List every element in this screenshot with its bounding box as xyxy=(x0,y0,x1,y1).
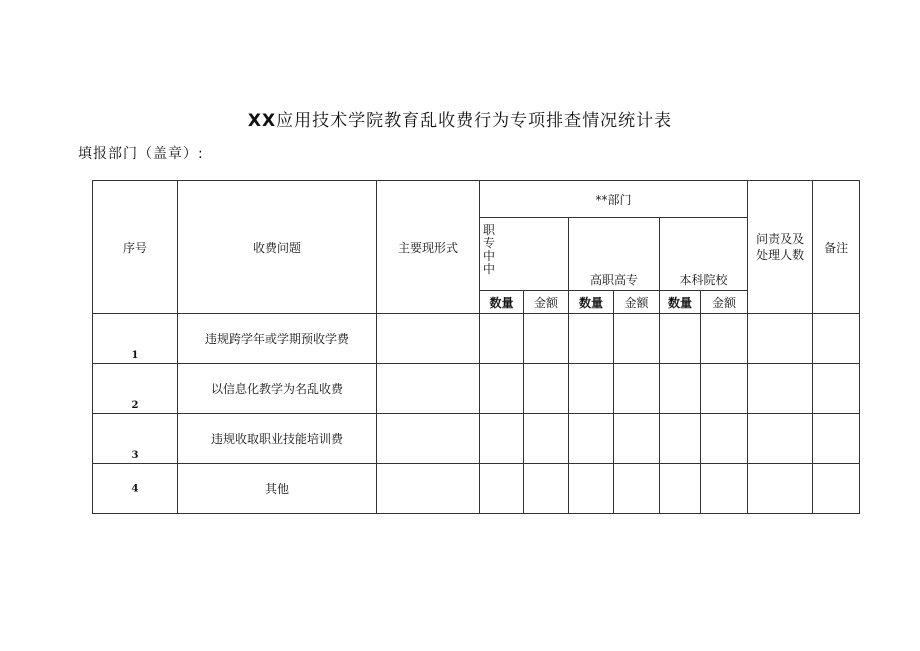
header-accountability xyxy=(748,181,813,314)
row-number: 1 xyxy=(131,350,139,361)
cell-amount xyxy=(614,414,660,464)
cell-remarks xyxy=(813,314,860,364)
cell-amount xyxy=(524,364,569,414)
header-qty-2: 数量 xyxy=(569,291,614,314)
row-issue: 以信息化教学为名乱收费 xyxy=(178,364,377,414)
row-issue: 违规收取职业技能培训费 xyxy=(178,414,377,464)
row-number-cell xyxy=(93,414,178,464)
cell-qty xyxy=(660,464,701,514)
header-form: 主要现形式 xyxy=(377,181,480,314)
row-number: 2 xyxy=(131,400,139,411)
cell-qty xyxy=(480,464,524,514)
table-row xyxy=(93,364,860,414)
row-number-cell xyxy=(93,314,178,364)
cell-amount xyxy=(524,464,569,514)
cell-amount xyxy=(701,414,748,464)
cell-qty xyxy=(569,464,614,514)
cell-remarks xyxy=(813,364,860,414)
cell-qty xyxy=(660,364,701,414)
header-amount-2: 金额 xyxy=(614,291,660,314)
title-text: 应用技术学院教育乱收费行为专项排查情况统计表 xyxy=(276,111,673,131)
header-amount-3: 金额 xyxy=(701,291,748,314)
cell-remarks xyxy=(813,414,860,464)
header-amount-1: 金额 xyxy=(524,291,569,314)
cell-qty xyxy=(569,364,614,414)
header-issue: 收费问题 xyxy=(178,181,377,314)
cell-form xyxy=(377,414,480,464)
cell-amount xyxy=(614,364,660,414)
header-vocational-secondary-text: 职专中中 xyxy=(483,223,496,276)
cell-qty xyxy=(569,414,614,464)
header-higher-vocational: 高职高专 xyxy=(569,218,660,291)
statistics-table xyxy=(92,180,860,514)
cell-amount xyxy=(524,414,569,464)
cell-amount xyxy=(524,314,569,364)
row-issue: 其他 xyxy=(178,464,377,514)
table-row xyxy=(93,314,860,364)
header-qty-1: 数量 xyxy=(480,291,524,314)
row-number-cell xyxy=(93,464,178,514)
cell-qty xyxy=(480,314,524,364)
title-prefix: XX xyxy=(247,111,277,131)
row-number: 3 xyxy=(131,450,139,461)
header-remarks: 备注 xyxy=(813,181,860,314)
cell-remarks xyxy=(813,464,860,514)
cell-qty xyxy=(660,314,701,364)
cell-accountability xyxy=(748,314,813,364)
page-title xyxy=(0,106,920,131)
row-number: 4 xyxy=(131,483,139,494)
cell-qty xyxy=(569,314,614,364)
cell-qty xyxy=(660,414,701,464)
row-number-cell xyxy=(93,364,178,414)
cell-qty xyxy=(480,414,524,464)
cell-accountability xyxy=(748,364,813,414)
row-issue: 违规跨学年或学期预收学费 xyxy=(178,314,377,364)
cell-amount xyxy=(614,464,660,514)
cell-amount xyxy=(701,364,748,414)
table-row xyxy=(93,464,860,514)
header-dept: **部门 xyxy=(480,181,748,218)
header-vocational-secondary xyxy=(480,218,569,291)
header-qty-3: 数量 xyxy=(660,291,701,314)
header-undergraduate: 本科院校 xyxy=(660,218,748,291)
cell-accountability xyxy=(748,414,813,464)
cell-amount xyxy=(701,314,748,364)
reporting-dept-label: 填报部门（盖章）: xyxy=(78,146,204,162)
cell-amount xyxy=(614,314,660,364)
cell-qty xyxy=(480,364,524,414)
cell-form xyxy=(377,314,480,364)
cell-amount xyxy=(701,464,748,514)
header-accountability-text: 问责及及处理人数 xyxy=(756,232,805,262)
cell-form xyxy=(377,364,480,414)
header-seq: 序号 xyxy=(93,181,178,314)
cell-accountability xyxy=(748,464,813,514)
cell-form xyxy=(377,464,480,514)
table-row xyxy=(93,414,860,464)
